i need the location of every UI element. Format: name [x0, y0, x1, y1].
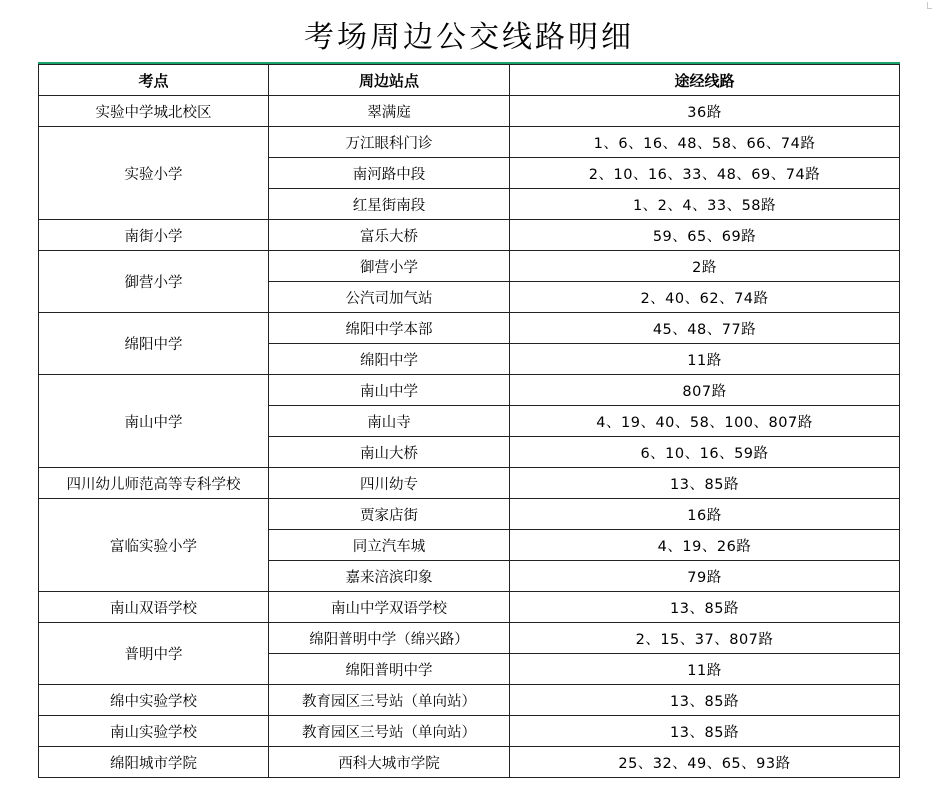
routes-cell: 2路 — [510, 251, 900, 282]
nearby-stop-cell: 富乐大桥 — [269, 220, 510, 251]
routes-cell: 13、85路 — [510, 685, 900, 716]
routes-cell: 25、32、49、65、93路 — [510, 747, 900, 778]
exam-site-cell: 御营小学 — [39, 251, 269, 313]
table-row — [39, 375, 900, 406]
nearby-stop-cell: 教育园区三号站（单向站） — [269, 716, 510, 747]
nearby-stop-cell: 南山中学双语学校 — [269, 592, 510, 623]
nearby-stop-cell: 四川幼专 — [269, 468, 510, 499]
exam-site-cell: 普明中学 — [39, 623, 269, 685]
table-header-row — [39, 65, 900, 96]
table-row — [39, 685, 900, 716]
nearby-stop-cell: 南河路中段 — [269, 158, 510, 189]
nearby-stop-cell: 绵阳普明中学 — [269, 654, 510, 685]
nearby-stop-cell: 同立汽车城 — [269, 530, 510, 561]
bus-route-table — [38, 64, 900, 778]
routes-cell: 11路 — [510, 654, 900, 685]
nearby-stop-cell: 绵阳中学本部 — [269, 313, 510, 344]
table-body — [39, 96, 900, 778]
table-row — [39, 468, 900, 499]
routes-cell: 2、15、37、807路 — [510, 623, 900, 654]
table-row — [39, 499, 900, 530]
nearby-stop-cell: 绵阳中学 — [269, 344, 510, 375]
table-row — [39, 96, 900, 127]
table-row — [39, 623, 900, 654]
routes-cell: 1、2、4、33、58路 — [510, 189, 900, 220]
routes-cell: 4、19、40、58、100、807路 — [510, 406, 900, 437]
routes-cell: 13、85路 — [510, 716, 900, 747]
header-exam-site: 考点 — [39, 65, 269, 96]
nearby-stop-cell: 御营小学 — [269, 251, 510, 282]
table-row — [39, 127, 900, 158]
routes-cell: 807路 — [510, 375, 900, 406]
routes-cell: 16路 — [510, 499, 900, 530]
routes-cell: 4、19、26路 — [510, 530, 900, 561]
nearby-stop-cell: 公汽司加气站 — [269, 282, 510, 313]
exam-site-cell: 四川幼儿师范高等专科学校 — [39, 468, 269, 499]
nearby-stop-cell: 红星街南段 — [269, 189, 510, 220]
routes-cell: 2、40、62、74路 — [510, 282, 900, 313]
exam-site-cell: 绵阳城市学院 — [39, 747, 269, 778]
nearby-stop-cell: 教育园区三号站（单向站） — [269, 685, 510, 716]
nearby-stop-cell: 南山中学 — [269, 375, 510, 406]
nearby-stop-cell: 西科大城市学院 — [269, 747, 510, 778]
routes-cell: 13、85路 — [510, 468, 900, 499]
routes-cell: 2、10、16、33、48、69、74路 — [510, 158, 900, 189]
routes-cell: 45、48、77路 — [510, 313, 900, 344]
table-row — [39, 747, 900, 778]
exam-site-cell: 实验小学 — [39, 127, 269, 220]
page-corner-mark — [927, 2, 932, 9]
routes-cell: 59、65、69路 — [510, 220, 900, 251]
exam-site-cell: 南山双语学校 — [39, 592, 269, 623]
exam-site-cell: 实验中学城北校区 — [39, 96, 269, 127]
routes-cell: 1、6、16、48、58、66、74路 — [510, 127, 900, 158]
routes-cell: 11路 — [510, 344, 900, 375]
nearby-stop-cell: 嘉来涪滨印象 — [269, 561, 510, 592]
table-row — [39, 220, 900, 251]
routes-cell: 13、85路 — [510, 592, 900, 623]
routes-cell: 79路 — [510, 561, 900, 592]
page-title: 考场周边公交线路明细 — [304, 20, 634, 55]
exam-site-cell: 南山实验学校 — [39, 716, 269, 747]
table-row — [39, 592, 900, 623]
header-nearby-stop: 周边站点 — [269, 65, 510, 96]
routes-cell: 6、10、16、59路 — [510, 437, 900, 468]
header-routes: 途经线路 — [510, 65, 900, 96]
exam-site-cell: 南山中学 — [39, 375, 269, 468]
nearby-stop-cell: 翠满庭 — [269, 96, 510, 127]
nearby-stop-cell: 南山大桥 — [269, 437, 510, 468]
exam-site-cell: 南街小学 — [39, 220, 269, 251]
table-row — [39, 313, 900, 344]
exam-site-cell: 绵阳中学 — [39, 313, 269, 375]
nearby-stop-cell: 万江眼科门诊 — [269, 127, 510, 158]
nearby-stop-cell: 绵阳普明中学（绵兴路） — [269, 623, 510, 654]
exam-site-cell: 富临实验小学 — [39, 499, 269, 592]
nearby-stop-cell: 南山寺 — [269, 406, 510, 437]
table-row — [39, 716, 900, 747]
table-row — [39, 251, 900, 282]
nearby-stop-cell: 贾家店街 — [269, 499, 510, 530]
exam-site-cell: 绵中实验学校 — [39, 685, 269, 716]
routes-cell: 36路 — [510, 96, 900, 127]
bus-route-table-container — [38, 62, 900, 778]
